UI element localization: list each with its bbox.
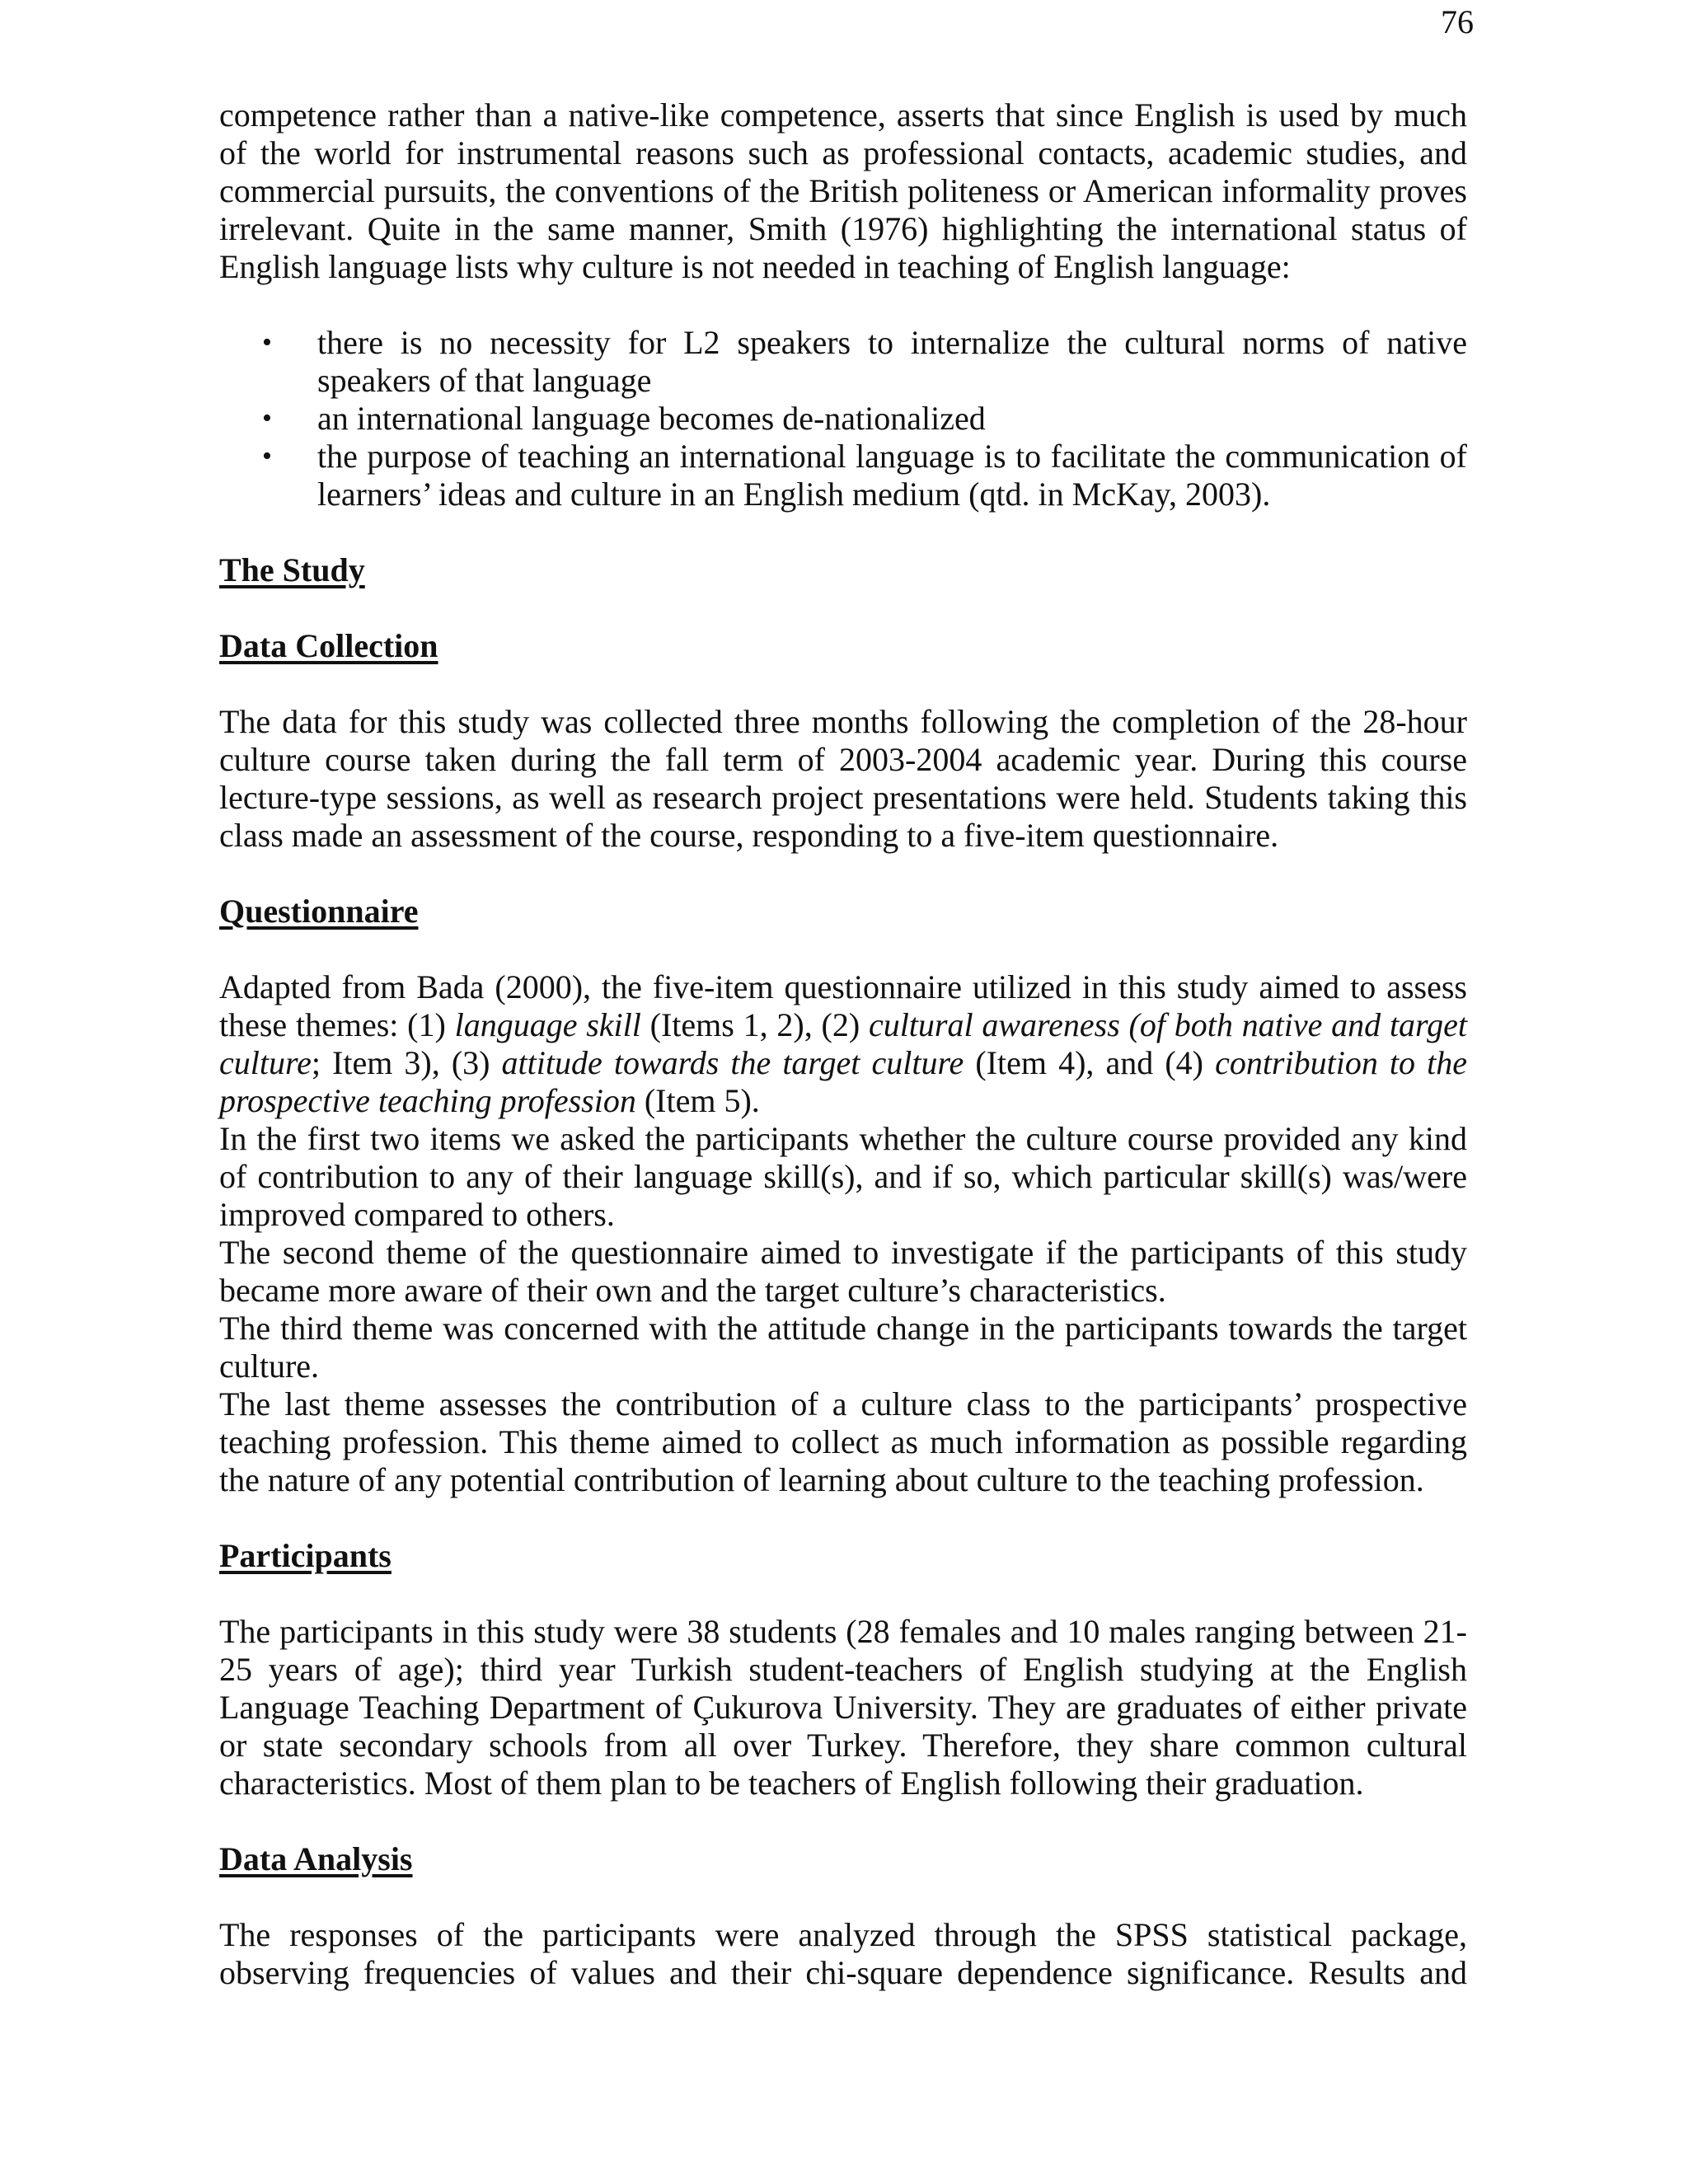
spacer xyxy=(219,665,1467,703)
section-heading-data-collection: Data Collection xyxy=(219,627,438,664)
spacer xyxy=(219,1499,1467,1537)
text-run: (Items 1, 2), (2) xyxy=(640,1006,869,1043)
section-heading-questionnaire: Questionnaire xyxy=(219,893,419,930)
spacer xyxy=(219,930,1467,968)
questionnaire-paragraph-last-theme: The last theme assesses the contribution of a culture class to the participants’ prospective teaching profession. This theme aimed to collect as much information as possible regarding the nature of any potential contribution of learning about culture to the teaching profession. xyxy=(219,1385,1467,1498)
text-run: (Item 5). xyxy=(635,1082,760,1119)
spacer xyxy=(219,1878,1467,1916)
italic-run: cultural awareness (of both native and target culture xyxy=(219,1006,1468,1081)
list-item xyxy=(262,438,1467,513)
questionnaire-paragraph-themes xyxy=(219,968,1467,1120)
list-item-text: there is no necessity for L2 speakers to internalize the cultural norms of native speakers of that language xyxy=(317,324,1467,399)
spacer xyxy=(219,589,1467,627)
bullet-icon: • xyxy=(262,403,272,434)
spacer xyxy=(219,286,1467,324)
text-run: (Item 4), and (4) xyxy=(964,1044,1216,1081)
spacer xyxy=(219,1802,1467,1840)
list-item-text: an international language becomes de-nationalized xyxy=(317,400,986,437)
bullet-icon: • xyxy=(262,327,272,358)
list-item-text: the purpose of teaching an international language is to facilitate the communication of learners’ ideas and culture in an English medium (qtd. in McKay, 2003). xyxy=(317,438,1467,513)
list-item xyxy=(262,400,1467,438)
bullet-icon: • xyxy=(262,441,272,471)
italic-run: attitude towards the target culture xyxy=(501,1044,964,1081)
spacer xyxy=(219,855,1467,893)
italic-run: language skill xyxy=(454,1006,641,1043)
intro-paragraph: competence rather than a native-like competence, asserts that since English is used by much of the world for instrumental reasons such as professional contacts, academic studies, and commercial pursuits, the conventions of the British politeness or American informality proves irrelevant. Quite in the same manner, Smith (1976) highlighting the international status of English language lists why culture is not needed in teaching of English language: xyxy=(219,96,1467,285)
participants-paragraph: The participants in this study were 38 students (28 females and 10 males ranging between 21-25 years of age); third year Turkish student-teachers of English studying at the English Language Teaching Department of Çukurova University. They are graduates of either private or state secondary schools from all over Turkey. Therefore, they share common cultural characteristics. Most of them plan to be teachers of English following their graduation. xyxy=(219,1613,1467,1802)
reasons-list xyxy=(219,324,1467,513)
section-heading-the-study: The Study xyxy=(219,551,365,588)
data-analysis-paragraph: The responses of the participants were analyzed through the SPSS statistical package, observing frequencies of values and their chi-square dependence significance. Results and xyxy=(219,1916,1467,1991)
section-heading-participants: Participants xyxy=(219,1537,392,1574)
questionnaire-paragraph-second-theme: The second theme of the questionnaire aimed to investigate if the participants of this study became more aware of their own and the target culture’s characteristics. xyxy=(219,1234,1467,1309)
data-collection-paragraph: The data for this study was collected three months following the completion of the 28-hour culture course taken during the fall term of 2003-2004 academic year. During this course lecture-type sessions, as well as research project presentations were held. Students taking this class made an assessment of the course, responding to a five-item questionnaire. xyxy=(219,703,1467,854)
text-run: ; Item 3), (3) xyxy=(311,1044,502,1081)
document-body xyxy=(219,96,1467,1992)
questionnaire-paragraph-third-theme: The third theme was concerned with the attitude change in the participants towards the target culture. xyxy=(219,1310,1467,1385)
list-item xyxy=(262,324,1467,400)
italic-run: contribution to the prospective teaching profession xyxy=(219,1044,1467,1119)
text-run: Adapted from Bada (2000), the five-item questionnaire utilized in this study aimed to assess these themes: (1) xyxy=(219,968,1467,1043)
questionnaire-paragraph-items: In the first two items we asked the participants whether the culture course provided any kind of contribution to any of their language skill(s), and if so, which particular skill(s) was/were improved compared to others. xyxy=(219,1120,1467,1233)
spacer xyxy=(219,513,1467,551)
spacer xyxy=(219,1575,1467,1613)
section-heading-data-analysis: Data Analysis xyxy=(219,1840,413,1877)
page-number: 76 xyxy=(1441,3,1474,40)
